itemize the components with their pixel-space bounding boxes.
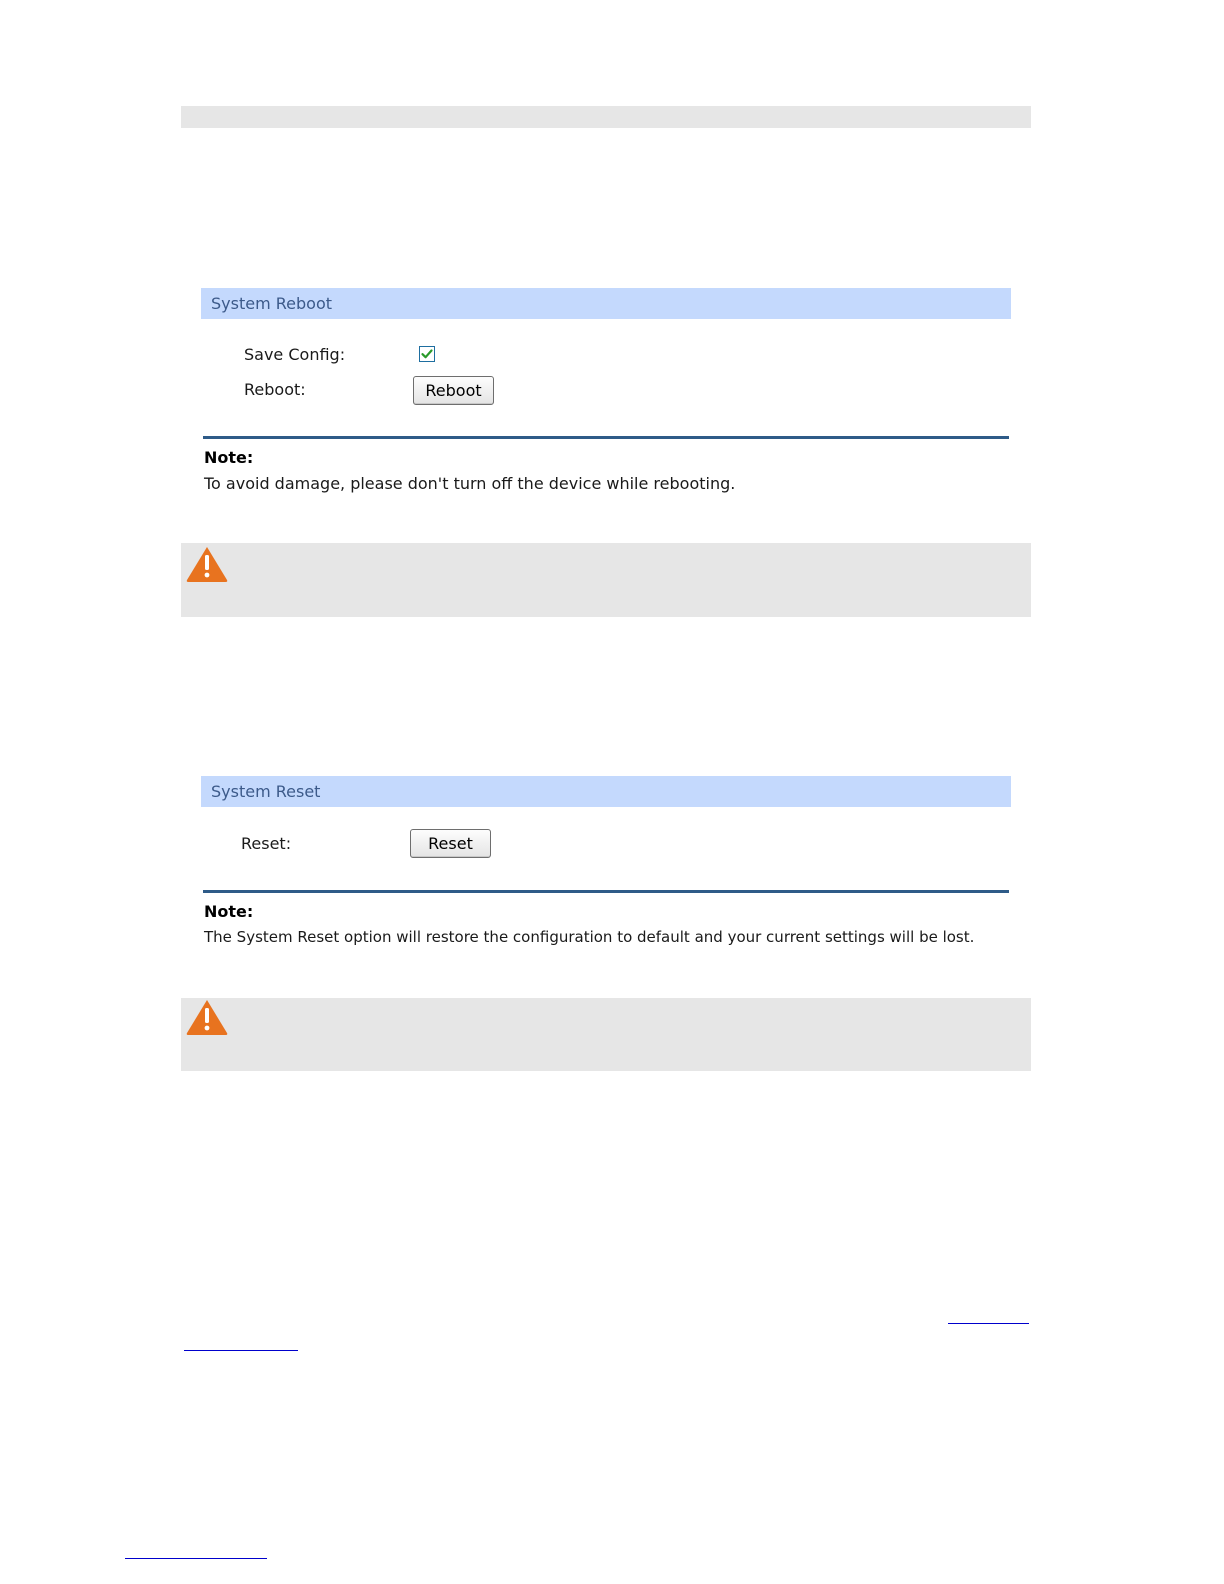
reset-label: Reset: <box>241 834 292 853</box>
reset-button[interactable]: Reset <box>410 829 491 858</box>
reboot-note-title: Note: <box>204 448 254 467</box>
system-reboot-title: System Reboot <box>211 294 332 313</box>
reset-note-title: Note: <box>204 902 254 921</box>
reboot-button[interactable]: Reboot <box>413 376 494 405</box>
checkmark-icon <box>420 347 434 361</box>
reboot-label: Reboot: <box>244 380 306 399</box>
warning-icon <box>185 998 229 1036</box>
system-reset-header <box>201 776 1011 807</box>
warning-icon <box>185 545 229 583</box>
save-config-checkbox[interactable] <box>419 346 435 362</box>
top-gray-band <box>181 106 1031 128</box>
reset-warning-band <box>181 998 1031 1071</box>
reboot-note-divider <box>203 436 1009 439</box>
save-config-label: Save Config: <box>244 345 346 364</box>
system-reboot-header <box>201 288 1011 319</box>
reset-note-divider <box>203 890 1009 893</box>
system-reset-title: System Reset <box>211 782 321 801</box>
reboot-warning-band <box>181 543 1031 617</box>
link-underline[interactable] <box>125 1558 267 1559</box>
link-underline[interactable] <box>948 1323 1029 1324</box>
reboot-note-text: To avoid damage, please don't turn off the device while rebooting. <box>204 474 736 493</box>
link-underline[interactable] <box>184 1350 298 1351</box>
reset-note-text: The System Reset option will restore the configuration to default and your current settings will be lost. <box>204 928 975 946</box>
